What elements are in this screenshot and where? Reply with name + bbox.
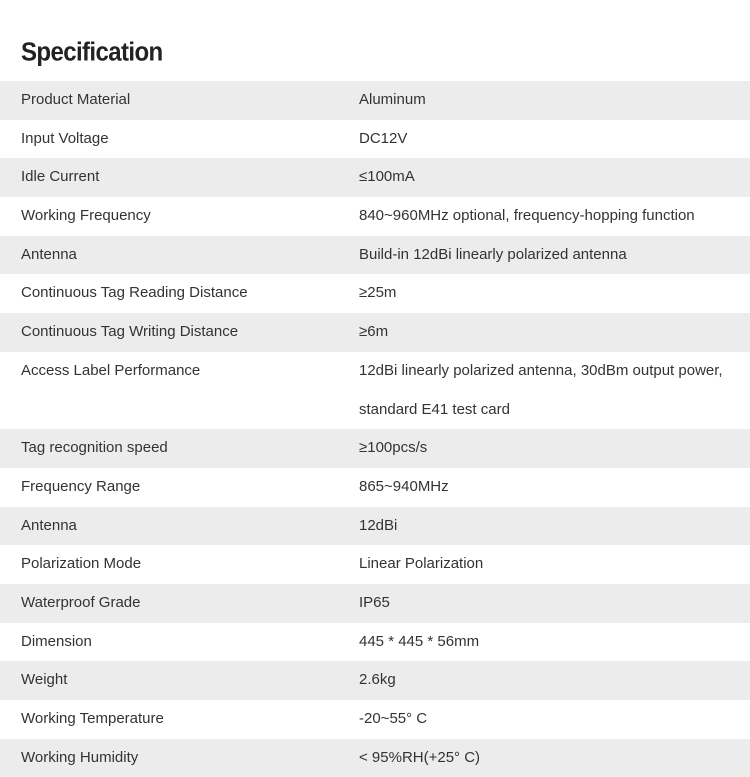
spec-label: Working Humidity [21,748,139,766]
spec-value: -20~55° C [359,710,428,728]
spec-label: Polarization Mode [21,555,142,573]
table-row [0,545,750,584]
spec-label: Access Label Performance [21,361,201,379]
table-row [0,236,750,275]
spec-value: Linear Polarization [359,555,484,573]
spec-label: Continuous Tag Writing Distance [21,323,239,341]
spec-value: 12dBi linearly polarized antenna, 30dBm output power, standard E41 test card [359,361,723,418]
table-row [0,700,750,739]
table-row [0,739,750,777]
spec-label: Weight [21,671,68,689]
spec-value: 445 * 445 * 56mm [359,632,480,650]
table-row [0,468,750,507]
page-title: Specification [21,38,163,68]
spec-table [0,81,750,777]
table-row [0,507,750,546]
spec-label: Working Temperature [21,710,164,728]
table-row [0,197,750,236]
spec-value: Aluminum [359,91,426,108]
spec-value: 12dBi [359,516,398,534]
table-row [0,623,750,662]
spec-value: ≥25m [359,284,397,302]
table-row [0,274,750,313]
spec-label: Antenna [21,245,77,263]
spec-value: DC12V [359,129,408,147]
table-row [0,81,750,120]
spec-value: < 95%RH(+25° C) [359,748,481,766]
spec-label: Product Material [21,91,131,108]
spec-label: Dimension [21,632,92,650]
spec-label: Tag recognition speed [21,439,168,457]
spec-label: Continuous Tag Reading Distance [21,284,248,302]
table-row [0,429,750,468]
spec-label: Frequency Range [21,477,141,495]
table-row [0,584,750,623]
spec-value: 2.6kg [359,671,396,689]
table-row [0,313,750,352]
spec-value: 865~940MHz [359,477,449,495]
table-row [0,120,750,159]
spec-value: IP65 [359,593,390,611]
spec-value: ≤100mA [359,168,415,186]
spec-value: ≥100pcs/s [359,439,428,457]
spec-value: Build-in 12dBi linearly polarized antenna [359,245,627,263]
spec-label: Waterproof Grade [21,593,141,611]
table-row [0,158,750,197]
spec-value: ≥6m [359,323,389,341]
spec-value: 840~960MHz optional, frequency-hopping function [359,207,695,225]
table-row [0,661,750,700]
table-row [0,352,750,429]
spec-label: Antenna [21,516,77,534]
spec-label: Working Frequency [21,207,151,225]
spec-label: Input Voltage [21,129,109,147]
spec-label: Idle Current [21,168,100,186]
